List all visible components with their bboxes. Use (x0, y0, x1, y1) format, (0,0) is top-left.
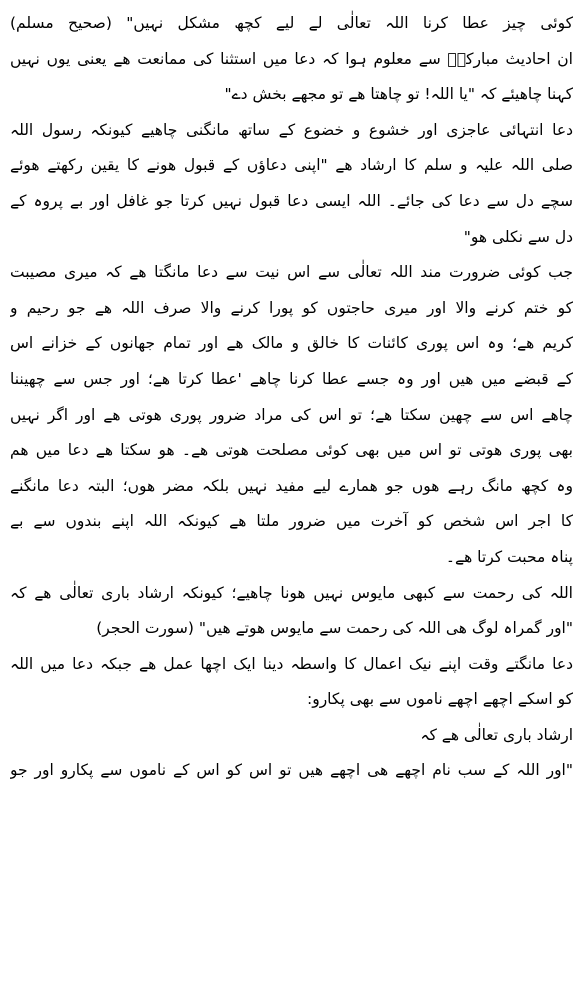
text-line: "اور اللہ کے سب نام اچھے ھی اچھے ھیں تو اس کو اس کے ناموں سے پکارو اور جو (10, 761, 573, 780)
text-line: دعا انتہائی عاجزی اور خشوع و خضوع کے ساتھ مانگنی چاھیے کیونکہ رسول اللہ (10, 120, 573, 139)
text-line: دعا مانگتے وقت اپنے نیک اعمال کا واسطہ دینا ایک اچھا عمل ھے جبکہ دعا میں اللہ (10, 654, 573, 673)
text-line: ان احادیث مبارکہؐ سے معلوم ہوا کہ دعا میں استثنا کی ممانعت ھے یعنی یوں نہیں (10, 49, 573, 68)
text-line: جب کوئی ضرورت مند اللہ تعالٰی سے اس نیت سے دعا مانگتا ھے کہ میری مصیبت (10, 263, 573, 282)
text-line: کوئی چیز عطا کرنا اللہ تعالٰی لے لیے کچھ مشکل نہیں" (صحیح مسلم) (10, 14, 573, 32)
text-line: کہنا چاھیئے کہ "یا اللہ! تو چاھتا ھے تو مجھے بخش دے" (224, 85, 573, 104)
text-line: کریم ھے؛ وہ اس پوری کائنات کا خالق و مالک ھے اور تمام جھانوں کے خزانے اس (10, 334, 573, 353)
text-line: دل سے نکلی ھو" (463, 227, 573, 246)
text-line: کو اسکے اچھے اچھے ناموں سے بھی پکارو: (306, 690, 573, 709)
text-line: کو ختم کرنے والا اور میری حاجتوں کو پورا کرنے والا صرف اللہ ھے جو رحیم و (10, 298, 573, 317)
text-line: ارشاد باری تعالٰی ھے کہ (420, 725, 573, 744)
text-line: چاھے اس سے چھین سکتا ھے؛ تو اس کی مراد ضرور پوری ھوتی ھے اور اگر نہیں (10, 405, 573, 424)
text-line: وہ کچھ مانگ رہے ھوں جو ھمارے لیے مفید نہیں بلکہ مضر ھوں؛ البتہ دعا مانگنے (10, 476, 573, 495)
text-line: اللہ کی رحمت سے کبھی مایوس نہیں ھونا چاھیے؛ کیونکہ ارشاد باری تعالٰی ھے کہ (10, 583, 573, 602)
text-line: پناہ محبت کرتا ھے۔ (445, 547, 573, 566)
text-line: کے قبضے میں ھیں اور وہ جسے عطا کرنا چاھے 'عطا کرتا ھے؛ اور جس سے چھیننا (10, 369, 573, 388)
text-line: کا اجر اس شخص کو آخرت میں ضرور ملتا ھے کیونکہ اللہ اپنے بندوں سے بے (10, 512, 573, 531)
text-line: صلی اللہ علیہ و سلم کا ارشاد ھے "اپنی دعاؤں کے قبول ھونے کا یقین رکھتے ھوئے (10, 156, 573, 175)
text-line: سچے دل سے دعا کی جائے۔ اللہ ایسی دعا قبول نہیں کرتا جو غافل اور بے پروہ کے (10, 191, 573, 210)
text-line: بھی پوری ھوتی تو اس میں بھی کوئی مصلحت ھوتی ھے۔ ھو سکتا ھے دعا میں ھم (10, 441, 573, 460)
text-line: "اور گمراہ لوگ ھی اللہ کی رحمت سے مایوس ھوتے ھیں" (سورت الحجر) (96, 619, 573, 638)
